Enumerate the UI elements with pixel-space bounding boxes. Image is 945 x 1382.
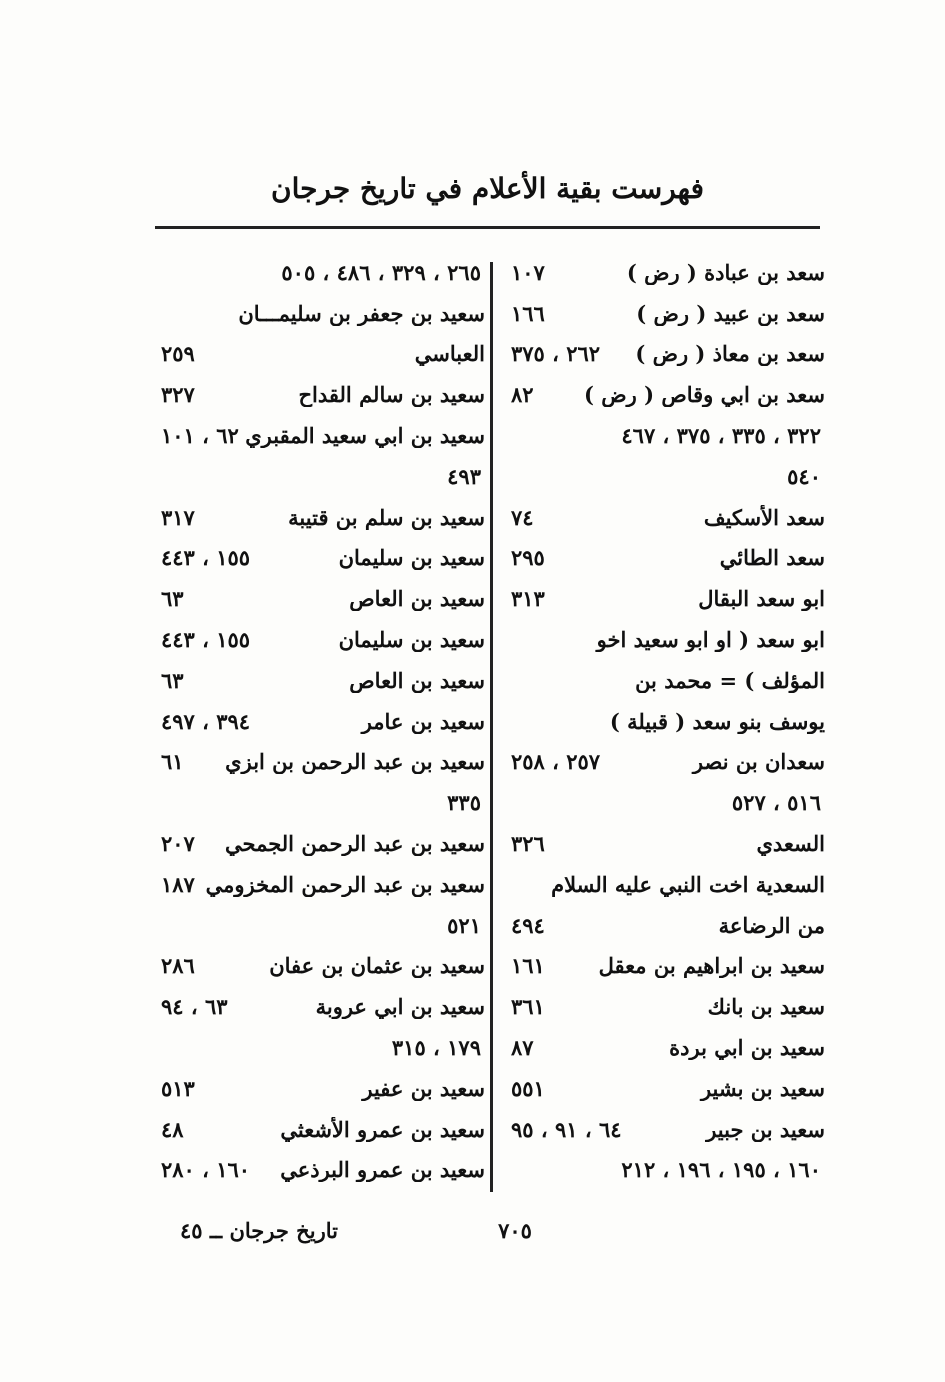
index-entry	[155, 946, 485, 987]
entry-pages: ٣٩٤ ، ٤٩٧	[161, 708, 251, 734]
index-entry	[505, 415, 825, 456]
entry-name: سعيد بن عمرو البرذعي	[280, 1157, 485, 1183]
entry-pages: ٣٣٥	[447, 790, 481, 816]
index-entry	[505, 823, 825, 864]
entry-name: سعيد بن سلم بن قتيبة	[288, 504, 485, 530]
index-entry	[505, 1150, 825, 1191]
index-entry	[155, 823, 485, 864]
index-entry	[155, 864, 485, 905]
entry-pages: ٦٣ ، ٩٤	[161, 994, 228, 1020]
left-column	[155, 252, 485, 1190]
index-entry	[505, 660, 825, 701]
index-entry	[155, 374, 485, 415]
index-entry	[505, 252, 825, 293]
entry-pages: ١٦٠ ، ١٩٥ ، ١٩٦ ، ٢١٢	[621, 1157, 821, 1183]
entry-name: من الرضاعة	[718, 912, 825, 938]
entry-name: سعيد بن جبير	[706, 1116, 825, 1142]
index-entry	[505, 1068, 825, 1109]
entry-name: سعيد بن جعفر بن سليمـــان	[238, 300, 485, 326]
entry-pages: ٢٨٦	[161, 953, 195, 979]
entry-name: سعيد بن عبد الرحمن الجمحي	[225, 831, 485, 857]
index-entry	[155, 1109, 485, 1150]
entry-pages: ٢٥٧ ، ٢٥٨	[511, 749, 601, 775]
index-entry	[505, 742, 825, 783]
signature-mark: تاريخ جرجان ــ ٤٥	[180, 1218, 338, 1243]
entry-pages: ٢٦٢ ، ٣٧٥	[511, 341, 601, 367]
entry-pages: ١٧٩ ، ٣١٥	[391, 1035, 481, 1061]
entry-pages: ٤٩٤	[511, 912, 545, 938]
entry-pages: ٦٤ ، ٩١ ، ٩٥	[511, 1116, 622, 1142]
entry-pages: ٨٢	[511, 382, 534, 408]
entry-name: سعيد بن عبد الرحمن المخزومي	[205, 871, 485, 897]
entry-name: سعيد بن بانك	[707, 994, 825, 1020]
entry-name: سعدان بن نصر	[692, 749, 825, 775]
right-column	[505, 252, 825, 1190]
entry-name: سعيد بن سليمان	[338, 545, 485, 571]
entry-name: سعيد بن عثمان بن عفان	[269, 953, 485, 979]
entry-name: سعيد بن عامر	[361, 708, 485, 734]
entry-pages: ٢٥٩	[161, 341, 195, 367]
index-entry	[505, 864, 825, 905]
entry-name: السعدية اخت النبي عليه السلام	[551, 871, 825, 897]
entry-name: سعيد بن بشير	[700, 1075, 825, 1101]
entry-name: سعد الطائي	[719, 545, 825, 571]
entry-pages: ١٥٥ ، ٤٤٣	[161, 545, 251, 571]
index-entry	[155, 986, 485, 1027]
entry-pages: ٣١٧	[161, 504, 195, 530]
entry-pages: ٣٢٦	[511, 831, 545, 857]
entry-name: سعد بن عبيد ( رض )	[636, 300, 825, 326]
entry-pages: ١٦٠ ، ٢٨٠	[161, 1157, 251, 1183]
entry-pages: ١٨٧	[161, 871, 195, 897]
entry-pages: ٣١٣	[511, 586, 545, 612]
entry-pages: ٢٠٧	[161, 831, 195, 857]
entry-name: المؤلف ) = محمد بن	[635, 667, 825, 693]
index-entry	[155, 660, 485, 701]
entry-name: سعيد بن ابي بردة	[669, 1035, 825, 1061]
index-entry	[505, 1027, 825, 1068]
index-entry	[505, 619, 825, 660]
entry-name: سعيد بن العاص	[349, 586, 485, 612]
entry-pages: ١٦١	[511, 953, 545, 979]
page-number: ٧٠٥	[498, 1218, 532, 1243]
entry-name: ابو سعد البقال	[698, 586, 825, 612]
index-entry	[155, 1068, 485, 1109]
index-entry	[155, 456, 485, 497]
entry-pages: ٦١	[161, 749, 184, 775]
entry-pages: ٥٥١	[511, 1075, 545, 1101]
entry-name: سعيد بن سالم القداح	[298, 382, 485, 408]
entry-pages: ١٦٦	[511, 300, 545, 326]
entry-pages: ١٥٥ ، ٤٤٣	[161, 627, 251, 653]
index-entry	[505, 374, 825, 415]
entry-pages: ٣٢٧	[161, 382, 195, 408]
index-entry	[505, 456, 825, 497]
entry-pages: ٤٨	[161, 1116, 184, 1142]
entry-name: سعد بن ابي وقاص ( رض )	[584, 382, 825, 408]
entry-name: سعيد بن العاص	[349, 667, 485, 693]
index-entry	[155, 619, 485, 660]
entry-name: يوسف بنو سعد ( قبيلة )	[609, 708, 825, 734]
entry-pages: ١٠٧	[511, 259, 545, 285]
entry-pages: ٥١٦ ، ٥٢٧	[731, 790, 821, 816]
header-rule	[155, 226, 820, 229]
index-entry	[505, 946, 825, 987]
entry-name: سعيد بن عمرو الأشعثي	[280, 1116, 485, 1142]
index-entry	[505, 905, 825, 946]
index-entry	[155, 538, 485, 579]
entry-pages: ٦٢ ، ١٠١	[161, 423, 239, 449]
index-entry	[505, 293, 825, 334]
index-entry	[505, 497, 825, 538]
entry-pages: ٢٦٥ ، ٣٢٩ ، ٤٨٦ ، ٥٠٥	[281, 259, 481, 285]
entry-name: سعيد بن ابراهيم بن معقل	[598, 953, 825, 979]
entry-pages: ٣٦١	[511, 994, 545, 1020]
index-entry	[155, 497, 485, 538]
index-entry	[155, 905, 485, 946]
entry-name: سعد بن معاذ ( رض )	[635, 341, 825, 367]
index-entry	[155, 701, 485, 742]
entry-name: سعيد بن عفير	[362, 1075, 485, 1101]
entry-name: سعيد بن سليمان	[338, 627, 485, 653]
entry-pages: ٥١٣	[161, 1075, 195, 1101]
index-entry	[155, 1150, 485, 1191]
index-entry	[155, 1027, 485, 1068]
entry-pages: ٤٩٣	[447, 463, 481, 489]
entry-name: العباسي	[414, 341, 485, 367]
index-entry	[155, 334, 485, 375]
entry-pages: ٦٣	[161, 667, 184, 693]
index-entry	[505, 701, 825, 742]
page-title: فهرست بقية الأعلام في تاريخ جرجان	[271, 172, 704, 205]
entry-name: ابو سعد ( او ابو سعيد اخو	[596, 627, 825, 653]
page-footer	[155, 1218, 820, 1258]
index-entry	[505, 986, 825, 1027]
entry-name: سعيد بن عبد الرحمن بن ابزي	[225, 749, 485, 775]
index-entry	[155, 782, 485, 823]
entry-pages: ٥٤٠	[787, 463, 821, 489]
entry-name: سعد بن عبادة ( رض )	[626, 259, 825, 285]
index-entry	[505, 538, 825, 579]
entry-name: سعيد بن ابي سعيد المقبري	[245, 423, 485, 449]
entry-pages: ٥٢١	[447, 912, 481, 938]
entry-name: السعدي	[756, 831, 825, 857]
index-entry	[505, 578, 825, 619]
index-entry	[155, 252, 485, 293]
column-divider	[490, 262, 493, 1192]
entry-name: سعد الأسكيف	[703, 504, 825, 530]
index-entry	[155, 578, 485, 619]
entry-pages: ٣٢٢ ، ٣٣٥ ، ٣٧٥ ، ٤٦٧	[621, 423, 821, 449]
entry-name: سعيد بن ابي عروبة	[315, 994, 485, 1020]
index-entry	[155, 742, 485, 783]
index-entry	[505, 782, 825, 823]
entry-pages: ٧٤	[511, 504, 534, 530]
index-entry	[155, 415, 485, 456]
entry-pages: ٢٩٥	[511, 545, 545, 571]
index-entry	[505, 334, 825, 375]
entry-pages: ٦٣	[161, 586, 184, 612]
index-entry	[155, 293, 485, 334]
index-entry	[505, 1109, 825, 1150]
entry-pages: ٨٧	[511, 1035, 534, 1061]
